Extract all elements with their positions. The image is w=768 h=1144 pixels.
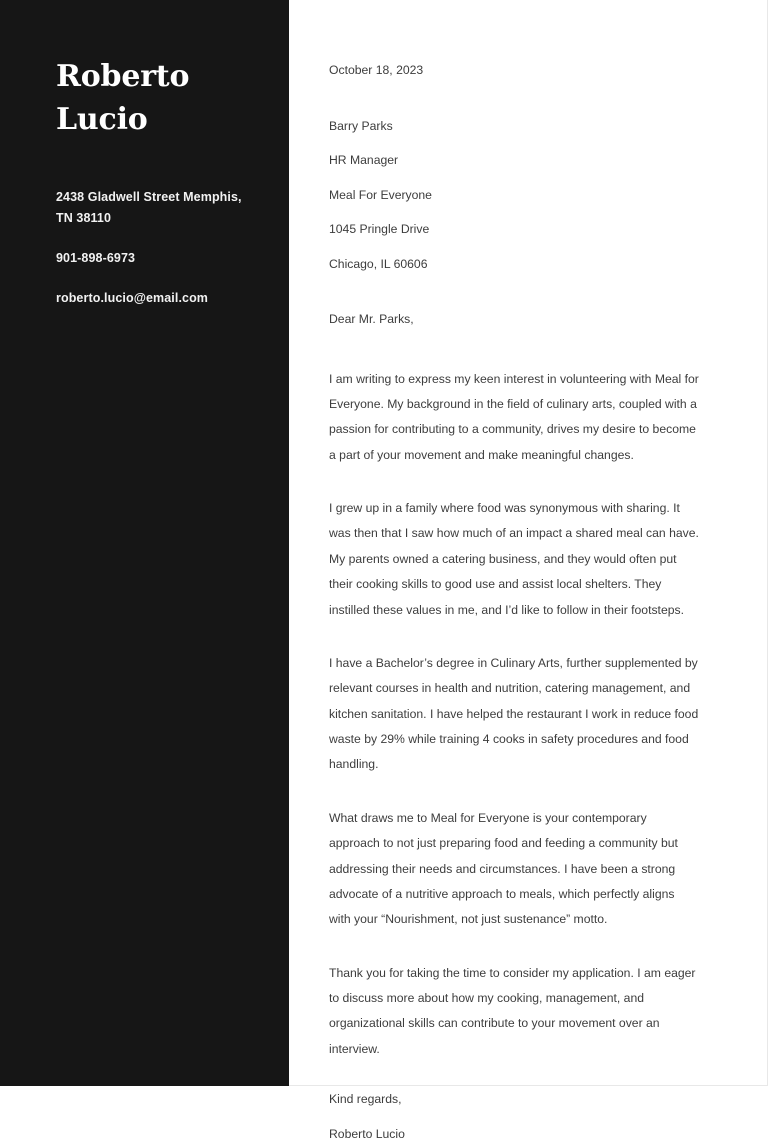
contact-address: 2438 Gladwell Street Memphis, TN 38110 bbox=[56, 190, 242, 226]
recipient-address-block bbox=[329, 117, 709, 275]
applicant-last-name: Lucio bbox=[56, 101, 148, 137]
letter-date: October 18, 2023 bbox=[329, 63, 424, 77]
recipient-city-state-zip: Chicago, IL 60606 bbox=[329, 256, 428, 271]
body-paragraph: Thank you for taking the time to consider my application. I am eager to discuss more about how my cooking, management, and organizational skills can contribute to your movement over an interview. bbox=[329, 965, 696, 1056]
body-paragraph: I grew up in a family where food was synonymous with sharing. It was then that I saw how much of an impact a shared meal can have. My parents owned a catering business, and they would often put their cooking skills to good use and assist local shelters. They instilled these values in me, and I’d like to follow in their footsteps. bbox=[329, 501, 699, 617]
recipient-name: Barry Parks bbox=[329, 118, 393, 133]
closing-block bbox=[329, 1090, 709, 1144]
recipient-company: Meal For Everyone bbox=[329, 187, 432, 202]
contact-phone[interactable]: 901-898-6973 bbox=[56, 251, 136, 266]
signature-name: Roberto Lucio bbox=[329, 1126, 405, 1141]
body-paragraph: I am writing to express my keen interest in volunteering with Meal for Everyone. My background in the field of culinary arts, coupled with a passion for contributing to a community, drives my desire to become a part of your movement and make meaningful changes. bbox=[329, 371, 699, 462]
recipient-title: HR Manager bbox=[329, 153, 399, 168]
letter-body bbox=[329, 0, 709, 1144]
contact-details bbox=[56, 187, 255, 309]
body-paragraph: What draws me to Meal for Everyone is your contemporary approach to not just preparing food and feeding a community but addressing their needs and circumstances. I have been a strong advocate of a nutritive approach to meals, which perfectly aligns with your “Nourishment, not just sustenance” motto. bbox=[329, 810, 678, 927]
sidebar bbox=[0, 0, 289, 1086]
recipient-street: 1045 Pringle Drive bbox=[329, 222, 430, 237]
salutation: Dear Mr. Parks, bbox=[329, 312, 414, 327]
applicant-name bbox=[56, 56, 255, 141]
closing-phrase: Kind regards, bbox=[329, 1092, 402, 1107]
body-paragraph: I have a Bachelor’s degree in Culinary Arts, further supplemented by relevant courses in health and nutrition, catering management, and kitchen sanitation. I have helped the restaurant I work in reduce food waste by 29% while training 4 cooks in safety procedures and food handling. bbox=[329, 655, 699, 772]
contact-email[interactable]: roberto.lucio@email.com bbox=[56, 291, 209, 306]
applicant-first-name: Roberto bbox=[56, 59, 190, 94]
